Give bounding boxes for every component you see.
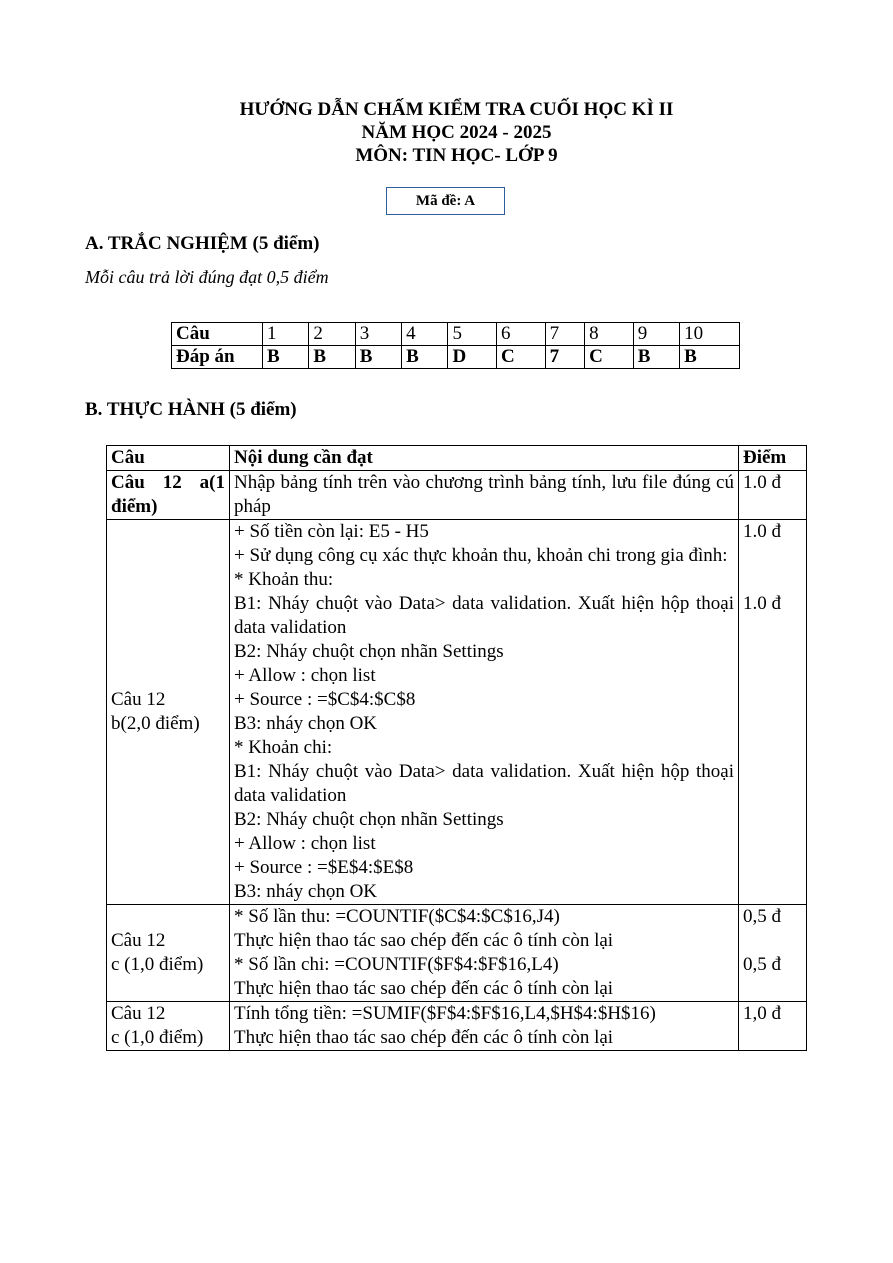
content-line: + Source : =$E$4:$E$8 bbox=[234, 857, 414, 878]
content-line: * Số lần chi: =COUNTIF($F$4:$F$16,L4) bbox=[234, 954, 559, 975]
table-row bbox=[107, 520, 807, 905]
question-label-line: c (1,0 điểm) bbox=[111, 1027, 204, 1048]
content-line: Tính tổng tiền: =SUMIF($F$4:$F$16,L4,$H$4:$H$16) bbox=[234, 1003, 656, 1024]
answer-cell: B bbox=[355, 346, 401, 369]
exam-code-box: Mã đề: A bbox=[386, 187, 505, 215]
row-label-answer: Đáp án bbox=[172, 346, 263, 369]
content-line: Thực hiện thao tác sao chép đến các ô tính còn lại bbox=[234, 978, 614, 999]
practice-table bbox=[106, 445, 807, 1051]
question-cell: 2 bbox=[309, 323, 355, 346]
title-line-2: NĂM HỌC 2024 - 2025 bbox=[361, 122, 552, 143]
answer-cell: B bbox=[402, 346, 448, 369]
content-line: B1: Nháy chuột vào Data> data validation. Xuất hiện hộp thoại data validation bbox=[234, 593, 734, 638]
question-cell: 3 bbox=[355, 323, 401, 346]
question-label-line: b(2,0 điểm) bbox=[111, 713, 200, 734]
table-header-row bbox=[107, 446, 807, 471]
content-line: B3: nháy chọn OK bbox=[234, 713, 378, 734]
score-spacer bbox=[743, 544, 802, 568]
row-label-question: Câu bbox=[172, 323, 263, 346]
header-content: Nội dung cần đạt bbox=[230, 446, 739, 471]
content-line: + Allow : chọn list bbox=[234, 665, 376, 686]
answer-cell: B bbox=[309, 346, 355, 369]
score-cell: 1.0 đ bbox=[739, 471, 807, 520]
content-line: B2: Nháy chuột chọn nhãn Settings bbox=[234, 809, 504, 830]
score-spacer bbox=[743, 929, 802, 953]
table-row bbox=[107, 905, 807, 1002]
question-cell: 9 bbox=[633, 323, 679, 346]
question-row bbox=[172, 323, 740, 346]
content-line: Thực hiện thao tác sao chép đến các ô tính còn lại bbox=[234, 930, 614, 951]
question-label bbox=[107, 905, 230, 1002]
question-label bbox=[107, 1002, 230, 1051]
content-line: + Số tiền còn lại: E5 - H5 bbox=[234, 521, 429, 542]
score-line: 0,5 đ bbox=[743, 906, 781, 927]
content-line: + Sử dụng công cụ xác thực khoản thu, khoản chi trong gia đình: bbox=[234, 545, 728, 566]
score-cell bbox=[739, 905, 807, 1002]
content-line: B2: Nháy chuột chọn nhãn Settings bbox=[234, 641, 504, 662]
content-cell: Nhập bảng tính trên vào chương trình bảng tính, lưu file đúng cú pháp bbox=[230, 471, 739, 520]
answer-cell: D bbox=[448, 346, 497, 369]
content-line: + Allow : chọn list bbox=[234, 833, 376, 854]
content-line: Thực hiện thao tác sao chép đến các ô tính còn lại bbox=[234, 1027, 614, 1048]
title-line-1: HƯỚNG DẪN CHẤM KIỂM TRA CUỐI HỌC KÌ II bbox=[239, 99, 674, 120]
content-line: B1: Nháy chuột vào Data> data validation. Xuất hiện hộp thoại data validation bbox=[234, 761, 734, 806]
content-line: * Khoản chi: bbox=[234, 737, 333, 758]
question-cell: 8 bbox=[585, 323, 634, 346]
question-label-line: Câu 12 bbox=[111, 689, 166, 710]
question-cell: 1 bbox=[263, 323, 309, 346]
table-row bbox=[107, 471, 807, 520]
document-title bbox=[0, 98, 893, 167]
score-cell bbox=[739, 520, 807, 905]
content-line: * Số lần thu: =COUNTIF($C$4:$C$16,J4) bbox=[234, 906, 560, 927]
score-cell: 1,0 đ bbox=[739, 1002, 807, 1051]
score-spacer bbox=[743, 568, 802, 592]
content-cell bbox=[230, 520, 739, 905]
table-row bbox=[107, 1002, 807, 1051]
answer-cell: 7 bbox=[545, 346, 585, 369]
question-label-line: c (1,0 điểm) bbox=[111, 954, 204, 975]
answer-row bbox=[172, 346, 740, 369]
question-cell: 7 bbox=[545, 323, 585, 346]
title-line-3: MÔN: TIN HỌC- LỚP 9 bbox=[355, 145, 558, 166]
answer-cell: C bbox=[497, 346, 546, 369]
score-line: 0,5 đ bbox=[743, 954, 781, 975]
question-cell: 4 bbox=[402, 323, 448, 346]
score-line: 1.0 đ bbox=[743, 521, 781, 542]
section-a-note: Mỗi câu trả lời đúng đạt 0,5 điểm bbox=[85, 267, 329, 287]
question-label bbox=[107, 520, 230, 905]
answer-cell: C bbox=[585, 346, 634, 369]
content-cell bbox=[230, 905, 739, 1002]
content-line: + Source : =$C$4:$C$8 bbox=[234, 689, 416, 710]
section-a-heading: A. TRẮC NGHIỆM (5 điểm) bbox=[85, 233, 320, 254]
section-b-heading: B. THỰC HÀNH (5 điểm) bbox=[85, 399, 297, 420]
question-cell: 10 bbox=[680, 323, 740, 346]
content-cell bbox=[230, 1002, 739, 1051]
header-question: Câu bbox=[107, 446, 230, 471]
header-score: Điểm bbox=[739, 446, 807, 471]
answer-cell: B bbox=[680, 346, 740, 369]
question-cell: 6 bbox=[497, 323, 546, 346]
question-label: Câu 12 a(1 điểm) bbox=[107, 471, 230, 520]
score-line: 1.0 đ bbox=[743, 593, 781, 614]
answer-cell: B bbox=[263, 346, 309, 369]
content-line: B3: nháy chọn OK bbox=[234, 881, 378, 902]
content-line: * Khoản thu: bbox=[234, 569, 334, 590]
answer-table bbox=[171, 322, 740, 369]
question-label-line: Câu 12 bbox=[111, 930, 166, 951]
question-label-line: Câu 12 bbox=[111, 1003, 166, 1024]
answer-cell: B bbox=[633, 346, 679, 369]
question-cell: 5 bbox=[448, 323, 497, 346]
